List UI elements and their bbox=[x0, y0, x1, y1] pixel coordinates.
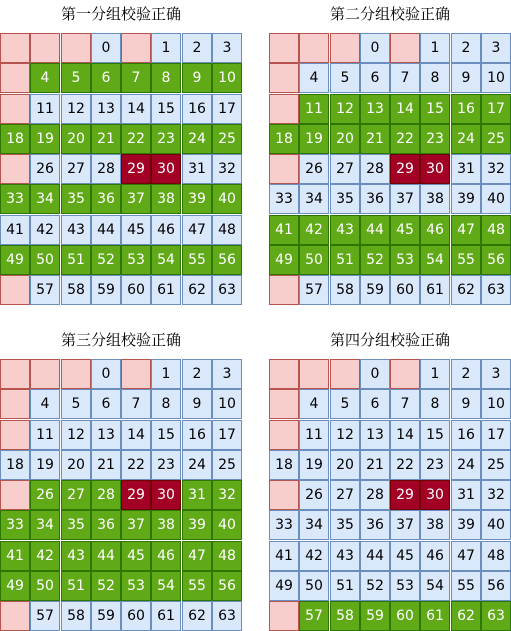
grid-cell: 42 bbox=[299, 215, 329, 245]
grid-cell: 21 bbox=[91, 124, 121, 154]
grid-cell: 6 bbox=[360, 63, 390, 93]
grid-cell: 52 bbox=[360, 245, 390, 275]
grid-cell: 14 bbox=[121, 94, 151, 124]
grid-cell: 33 bbox=[269, 184, 299, 214]
grid-cell: 42 bbox=[299, 541, 329, 571]
grid-cell: 18 bbox=[269, 124, 299, 154]
grid-cell: 1 bbox=[420, 33, 450, 63]
check-cell bbox=[0, 94, 30, 124]
grid-cell: 0 bbox=[91, 33, 121, 63]
grid-cell: 55 bbox=[182, 245, 212, 275]
grid-cell: 55 bbox=[451, 571, 481, 601]
grid-cell: 62 bbox=[451, 601, 481, 631]
grid-cell: 43 bbox=[61, 541, 91, 571]
grid-cell: 42 bbox=[30, 541, 60, 571]
grid-cell: 22 bbox=[121, 450, 151, 480]
grid-cell: 57 bbox=[299, 601, 329, 631]
grid-cell: 40 bbox=[481, 184, 511, 214]
grid-cell: 12 bbox=[61, 94, 91, 124]
grid-cell: 37 bbox=[121, 184, 151, 214]
grid-cell: 7 bbox=[390, 389, 420, 419]
grid-cell: 25 bbox=[212, 450, 242, 480]
grid-cell: 54 bbox=[151, 245, 181, 275]
grid-cell: 63 bbox=[212, 275, 242, 305]
grid-cell: 46 bbox=[420, 215, 450, 245]
check-cell bbox=[0, 33, 30, 63]
grid-cell: 11 bbox=[30, 94, 60, 124]
grid-cell: 34 bbox=[299, 510, 329, 540]
grid-cell: 22 bbox=[390, 124, 420, 154]
grid-cell: 2 bbox=[451, 359, 481, 389]
grid-cell: 16 bbox=[182, 94, 212, 124]
grid-cell: 0 bbox=[360, 359, 390, 389]
grid-cell: 1 bbox=[151, 33, 181, 63]
check-cell bbox=[269, 33, 299, 63]
grid-cell: 32 bbox=[481, 480, 511, 510]
grid-cell: 48 bbox=[212, 215, 242, 245]
grid-cell: 8 bbox=[151, 63, 181, 93]
grid-cell: 15 bbox=[151, 420, 181, 450]
grid-cell: 39 bbox=[451, 184, 481, 214]
grid-cell: 5 bbox=[61, 63, 91, 93]
grid-cell: 48 bbox=[481, 541, 511, 571]
grid-cell: 28 bbox=[91, 480, 121, 510]
error-cell: 29 bbox=[390, 480, 420, 510]
grid-cell: 20 bbox=[61, 450, 91, 480]
grid-cell: 37 bbox=[121, 510, 151, 540]
grid-cell: 45 bbox=[121, 215, 151, 245]
grid-cell: 38 bbox=[151, 184, 181, 214]
grid-cell: 32 bbox=[481, 154, 511, 184]
grid-cell: 7 bbox=[121, 63, 151, 93]
check-cell bbox=[61, 33, 91, 63]
grid-cell: 36 bbox=[91, 510, 121, 540]
grid-cell: 2 bbox=[451, 33, 481, 63]
grid-cell: 39 bbox=[451, 510, 481, 540]
grid-cell: 6 bbox=[360, 389, 390, 419]
panel-title: 第三分组校验正确 bbox=[60, 331, 181, 349]
grid-cell: 46 bbox=[420, 541, 450, 571]
grid-cell: 59 bbox=[360, 601, 390, 631]
grid-cell: 23 bbox=[420, 450, 450, 480]
grid-cell: 58 bbox=[61, 601, 91, 631]
grid-cell: 57 bbox=[30, 275, 60, 305]
grid-cell: 61 bbox=[151, 601, 181, 631]
grid-cell: 35 bbox=[61, 184, 91, 214]
grid-cell: 55 bbox=[182, 571, 212, 601]
grid-cell: 46 bbox=[151, 541, 181, 571]
grid-cell: 40 bbox=[481, 510, 511, 540]
grid-cell: 47 bbox=[451, 215, 481, 245]
grid-cell: 50 bbox=[30, 245, 60, 275]
grid-cell: 48 bbox=[481, 215, 511, 245]
check-cell bbox=[121, 33, 151, 63]
grid-cell: 15 bbox=[151, 94, 181, 124]
grid-cell: 18 bbox=[269, 450, 299, 480]
grid-cell: 27 bbox=[61, 480, 91, 510]
grid-cell: 63 bbox=[212, 601, 242, 631]
grid-cell: 51 bbox=[330, 245, 360, 275]
error-cell: 30 bbox=[151, 154, 181, 184]
check-cell bbox=[390, 33, 420, 63]
grid-cell: 38 bbox=[420, 510, 450, 540]
grid-cell: 4 bbox=[299, 63, 329, 93]
grid-cell: 63 bbox=[481, 275, 511, 305]
grid-cell: 7 bbox=[121, 389, 151, 419]
check-cell bbox=[0, 420, 30, 450]
grid-cell: 58 bbox=[330, 601, 360, 631]
grid-cell: 13 bbox=[91, 94, 121, 124]
grid-cell: 19 bbox=[299, 450, 329, 480]
grid-cell: 12 bbox=[330, 420, 360, 450]
grid-cell: 47 bbox=[451, 541, 481, 571]
grid-cell: 45 bbox=[390, 541, 420, 571]
grid-cell: 52 bbox=[91, 245, 121, 275]
grid-cell: 51 bbox=[61, 571, 91, 601]
grid-cell: 17 bbox=[212, 94, 242, 124]
error-cell: 30 bbox=[420, 154, 450, 184]
grid-cell: 54 bbox=[151, 571, 181, 601]
grid-cell: 54 bbox=[420, 571, 450, 601]
grid-cell: 18 bbox=[0, 124, 30, 154]
grid-cell: 20 bbox=[61, 124, 91, 154]
grid-cell: 43 bbox=[330, 541, 360, 571]
grid-cell: 56 bbox=[212, 571, 242, 601]
grid-cell: 33 bbox=[0, 510, 30, 540]
bit-grid bbox=[269, 33, 511, 298]
grid-cell: 23 bbox=[151, 450, 181, 480]
grid-cell: 43 bbox=[61, 215, 91, 245]
grid-cell: 31 bbox=[182, 154, 212, 184]
grid-cell: 19 bbox=[30, 450, 60, 480]
grid-cell: 57 bbox=[299, 275, 329, 305]
grid-cell: 27 bbox=[330, 480, 360, 510]
grid-cell: 40 bbox=[212, 184, 242, 214]
grid-cell: 39 bbox=[182, 510, 212, 540]
check-cell bbox=[269, 275, 299, 305]
grid-cell: 31 bbox=[451, 480, 481, 510]
panel-title: 第二分组校验正确 bbox=[329, 5, 450, 23]
grid-cell: 21 bbox=[91, 450, 121, 480]
grid-cell: 35 bbox=[61, 510, 91, 540]
grid-cell: 26 bbox=[30, 480, 60, 510]
bit-grid bbox=[0, 33, 242, 298]
grid-cell: 26 bbox=[299, 154, 329, 184]
grid-cell: 51 bbox=[61, 245, 91, 275]
grid-cell: 6 bbox=[91, 63, 121, 93]
grid-cell: 44 bbox=[91, 541, 121, 571]
grid-cell: 8 bbox=[151, 389, 181, 419]
grid-cell: 9 bbox=[182, 389, 212, 419]
grid-cell: 36 bbox=[360, 510, 390, 540]
grid-cell: 60 bbox=[121, 275, 151, 305]
grid-cell: 23 bbox=[420, 124, 450, 154]
grid-cell: 3 bbox=[212, 33, 242, 63]
grid-cell: 19 bbox=[299, 124, 329, 154]
grid-cell: 28 bbox=[91, 154, 121, 184]
check-cell bbox=[0, 63, 30, 93]
check-cell bbox=[269, 601, 299, 631]
check-cell bbox=[0, 601, 30, 631]
grid-cell: 50 bbox=[299, 571, 329, 601]
grid-cell: 48 bbox=[212, 541, 242, 571]
grid-cell: 2 bbox=[182, 33, 212, 63]
check-cell bbox=[0, 480, 30, 510]
bit-grid bbox=[0, 359, 242, 624]
grid-cell: 46 bbox=[151, 215, 181, 245]
grid-cell: 17 bbox=[481, 420, 511, 450]
grid-cell: 58 bbox=[330, 275, 360, 305]
grid-cell: 60 bbox=[121, 601, 151, 631]
grid-cell: 40 bbox=[212, 510, 242, 540]
grid-cell: 60 bbox=[390, 275, 420, 305]
check-cell bbox=[299, 33, 329, 63]
grid-cell: 24 bbox=[451, 450, 481, 480]
grid-cell: 50 bbox=[299, 245, 329, 275]
check-cell bbox=[0, 359, 30, 389]
grid-cell: 41 bbox=[0, 541, 30, 571]
grid-cell: 53 bbox=[390, 245, 420, 275]
check-cell bbox=[269, 359, 299, 389]
check-cell bbox=[0, 154, 30, 184]
grid-cell: 24 bbox=[182, 450, 212, 480]
error-cell: 29 bbox=[390, 154, 420, 184]
grid-cell: 22 bbox=[121, 124, 151, 154]
grid-cell: 3 bbox=[481, 33, 511, 63]
grid-cell: 14 bbox=[390, 420, 420, 450]
grid-cell: 58 bbox=[61, 275, 91, 305]
grid-cell: 38 bbox=[151, 510, 181, 540]
error-cell: 30 bbox=[420, 480, 450, 510]
grid-cell: 1 bbox=[420, 359, 450, 389]
grid-cell: 2 bbox=[182, 359, 212, 389]
grid-cell: 57 bbox=[30, 601, 60, 631]
grid-cell: 49 bbox=[0, 571, 30, 601]
grid-cell: 10 bbox=[481, 63, 511, 93]
grid-cell: 49 bbox=[0, 245, 30, 275]
check-cell bbox=[390, 359, 420, 389]
grid-cell: 8 bbox=[420, 63, 450, 93]
grid-cell: 12 bbox=[330, 94, 360, 124]
grid-cell: 4 bbox=[30, 63, 60, 93]
grid-cell: 52 bbox=[360, 571, 390, 601]
grid-cell: 6 bbox=[91, 389, 121, 419]
grid-cell: 5 bbox=[61, 389, 91, 419]
grid-cell: 28 bbox=[360, 480, 390, 510]
check-cell bbox=[269, 94, 299, 124]
grid-cell: 44 bbox=[360, 541, 390, 571]
grid-cell: 59 bbox=[91, 275, 121, 305]
grid-cell: 26 bbox=[299, 480, 329, 510]
grid-cell: 53 bbox=[121, 571, 151, 601]
grid-cell: 47 bbox=[182, 541, 212, 571]
grid-cell: 11 bbox=[299, 94, 329, 124]
error-cell: 30 bbox=[151, 480, 181, 510]
grid-cell: 56 bbox=[212, 245, 242, 275]
grid-cell: 38 bbox=[420, 184, 450, 214]
grid-cell: 62 bbox=[451, 275, 481, 305]
grid-cell: 35 bbox=[330, 510, 360, 540]
check-cell bbox=[269, 480, 299, 510]
grid-cell: 33 bbox=[0, 184, 30, 214]
grid-cell: 0 bbox=[360, 33, 390, 63]
grid-cell: 41 bbox=[269, 215, 299, 245]
grid-cell: 5 bbox=[330, 389, 360, 419]
grid-cell: 45 bbox=[390, 215, 420, 245]
grid-cell: 15 bbox=[420, 94, 450, 124]
grid-cell: 47 bbox=[182, 215, 212, 245]
check-cell bbox=[299, 359, 329, 389]
grid-cell: 13 bbox=[360, 94, 390, 124]
grid-cell: 45 bbox=[121, 541, 151, 571]
grid-cell: 44 bbox=[360, 215, 390, 245]
grid-cell: 59 bbox=[360, 275, 390, 305]
grid-cell: 21 bbox=[360, 450, 390, 480]
grid-cell: 20 bbox=[330, 124, 360, 154]
grid-cell: 1 bbox=[151, 359, 181, 389]
grid-cell: 21 bbox=[360, 124, 390, 154]
grid-cell: 61 bbox=[420, 275, 450, 305]
panel-title: 第四分组校验正确 bbox=[329, 331, 450, 349]
grid-cell: 61 bbox=[151, 275, 181, 305]
grid-cell: 34 bbox=[299, 184, 329, 214]
grid-cell: 25 bbox=[212, 124, 242, 154]
grid-cell: 41 bbox=[269, 541, 299, 571]
grid-cell: 25 bbox=[481, 450, 511, 480]
grid-cell: 0 bbox=[91, 359, 121, 389]
grid-cell: 56 bbox=[481, 571, 511, 601]
grid-cell: 8 bbox=[420, 389, 450, 419]
panel-title: 第一分组校验正确 bbox=[60, 5, 181, 23]
grid-cell: 22 bbox=[390, 450, 420, 480]
check-cell bbox=[269, 63, 299, 93]
grid-cell: 34 bbox=[30, 184, 60, 214]
bit-grid bbox=[269, 359, 511, 624]
grid-cell: 32 bbox=[212, 480, 242, 510]
grid-cell: 15 bbox=[420, 420, 450, 450]
grid-cell: 3 bbox=[481, 359, 511, 389]
grid-cell: 25 bbox=[481, 124, 511, 154]
grid-cell: 12 bbox=[61, 420, 91, 450]
grid-cell: 11 bbox=[30, 420, 60, 450]
grid-cell: 10 bbox=[212, 63, 242, 93]
grid-cell: 51 bbox=[330, 571, 360, 601]
grid-cell: 24 bbox=[182, 124, 212, 154]
grid-cell: 7 bbox=[390, 63, 420, 93]
grid-cell: 10 bbox=[212, 389, 242, 419]
check-cell bbox=[0, 389, 30, 419]
grid-cell: 3 bbox=[212, 359, 242, 389]
grid-cell: 37 bbox=[390, 184, 420, 214]
check-cell bbox=[30, 33, 60, 63]
grid-cell: 42 bbox=[30, 215, 60, 245]
grid-cell: 61 bbox=[420, 601, 450, 631]
grid-cell: 16 bbox=[451, 94, 481, 124]
grid-cell: 56 bbox=[481, 245, 511, 275]
grid-cell: 36 bbox=[360, 184, 390, 214]
grid-cell: 55 bbox=[451, 245, 481, 275]
grid-cell: 31 bbox=[182, 480, 212, 510]
grid-cell: 27 bbox=[61, 154, 91, 184]
check-cell bbox=[269, 389, 299, 419]
grid-cell: 63 bbox=[481, 601, 511, 631]
grid-cell: 14 bbox=[390, 94, 420, 124]
grid-cell: 4 bbox=[30, 389, 60, 419]
grid-cell: 50 bbox=[30, 571, 60, 601]
grid-cell: 4 bbox=[299, 389, 329, 419]
grid-cell: 35 bbox=[330, 184, 360, 214]
grid-cell: 34 bbox=[30, 510, 60, 540]
grid-cell: 14 bbox=[121, 420, 151, 450]
check-cell bbox=[330, 33, 360, 63]
grid-cell: 44 bbox=[91, 215, 121, 245]
check-cell bbox=[30, 359, 60, 389]
grid-cell: 53 bbox=[121, 245, 151, 275]
grid-cell: 17 bbox=[212, 420, 242, 450]
grid-cell: 36 bbox=[91, 184, 121, 214]
grid-cell: 24 bbox=[451, 124, 481, 154]
grid-cell: 19 bbox=[30, 124, 60, 154]
grid-cell: 27 bbox=[330, 154, 360, 184]
grid-cell: 11 bbox=[299, 420, 329, 450]
grid-cell: 17 bbox=[481, 94, 511, 124]
grid-cell: 33 bbox=[269, 510, 299, 540]
grid-cell: 9 bbox=[182, 63, 212, 93]
grid-cell: 26 bbox=[30, 154, 60, 184]
grid-cell: 32 bbox=[212, 154, 242, 184]
grid-cell: 28 bbox=[360, 154, 390, 184]
error-cell: 29 bbox=[121, 154, 151, 184]
grid-cell: 43 bbox=[330, 215, 360, 245]
error-cell: 29 bbox=[121, 480, 151, 510]
grid-cell: 49 bbox=[269, 245, 299, 275]
check-cell bbox=[61, 359, 91, 389]
grid-cell: 62 bbox=[182, 601, 212, 631]
grid-cell: 13 bbox=[360, 420, 390, 450]
grid-cell: 10 bbox=[481, 389, 511, 419]
grid-cell: 41 bbox=[0, 215, 30, 245]
grid-cell: 54 bbox=[420, 245, 450, 275]
grid-cell: 52 bbox=[91, 571, 121, 601]
grid-cell: 31 bbox=[451, 154, 481, 184]
grid-cell: 13 bbox=[91, 420, 121, 450]
check-cell bbox=[121, 359, 151, 389]
check-cell bbox=[269, 420, 299, 450]
grid-cell: 62 bbox=[182, 275, 212, 305]
grid-cell: 49 bbox=[269, 571, 299, 601]
grid-cell: 39 bbox=[182, 184, 212, 214]
grid-cell: 60 bbox=[390, 601, 420, 631]
grid-cell: 16 bbox=[451, 420, 481, 450]
grid-cell: 5 bbox=[330, 63, 360, 93]
grid-cell: 9 bbox=[451, 389, 481, 419]
grid-cell: 18 bbox=[0, 450, 30, 480]
grid-cell: 16 bbox=[182, 420, 212, 450]
grid-cell: 23 bbox=[151, 124, 181, 154]
check-cell bbox=[269, 154, 299, 184]
grid-cell: 59 bbox=[91, 601, 121, 631]
grid-cell: 9 bbox=[451, 63, 481, 93]
grid-cell: 20 bbox=[330, 450, 360, 480]
check-cell bbox=[0, 275, 30, 305]
grid-cell: 37 bbox=[390, 510, 420, 540]
grid-cell: 53 bbox=[390, 571, 420, 601]
check-cell bbox=[330, 359, 360, 389]
